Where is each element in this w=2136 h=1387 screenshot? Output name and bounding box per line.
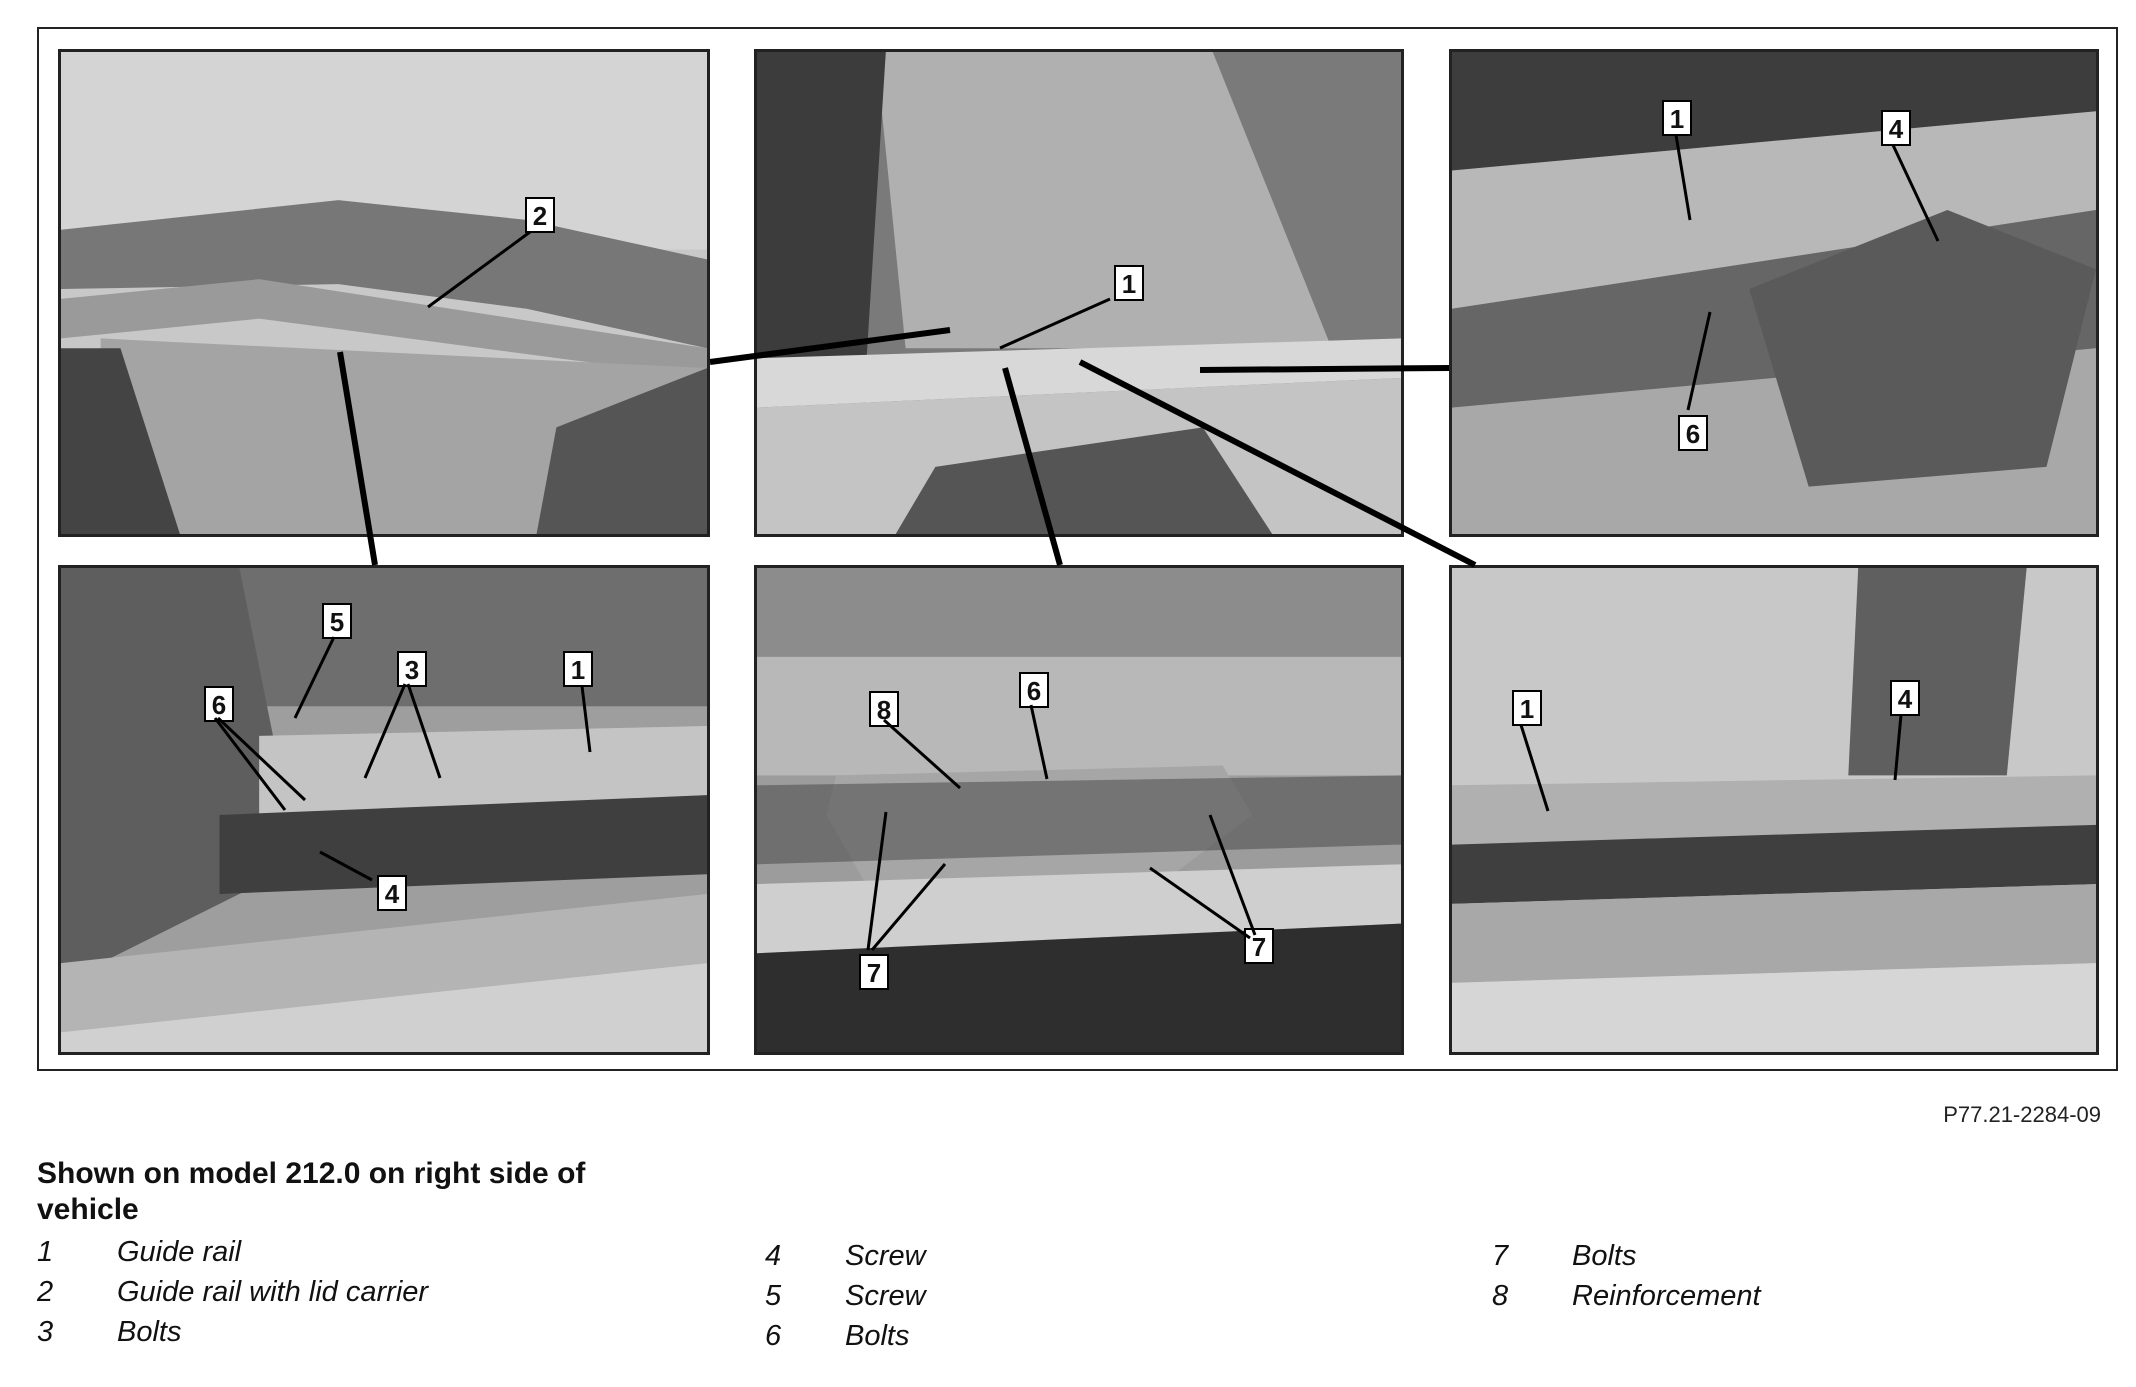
figure-code: P77.21-2284-09	[1943, 1102, 2101, 1127]
photo-panel-bottom-center	[754, 565, 1404, 1055]
legend-item	[765, 1316, 926, 1356]
callout-label: 1	[1114, 265, 1144, 301]
legend-column-2	[765, 1236, 926, 1356]
callout-label: 8	[869, 691, 899, 727]
legend-label: Screw	[845, 1280, 926, 1312]
legend-item	[765, 1276, 926, 1316]
callout-label: 6	[1678, 415, 1708, 451]
callout-label: 4	[377, 875, 407, 911]
legend-label: Bolts	[1572, 1240, 1637, 1272]
legend-item	[37, 1312, 428, 1352]
caption-title: Shown on model 212.0 on right side of vehicle	[37, 1157, 586, 1226]
legend-number: 3	[37, 1316, 54, 1348]
callout-label: 1	[1662, 100, 1692, 136]
callout-label: 1	[1512, 690, 1542, 726]
legend-item	[1492, 1276, 1761, 1316]
legend-column-1	[37, 1232, 428, 1352]
legend-label: Reinforcement	[1572, 1280, 1761, 1312]
callout-label: 2	[525, 197, 555, 233]
callout-label: 6	[1019, 672, 1049, 708]
legend-item	[765, 1236, 926, 1276]
legend-item	[37, 1272, 428, 1312]
callout-label: 6	[204, 686, 234, 722]
legend-label: Guide rail	[117, 1236, 242, 1268]
photo-panel-top-right	[1449, 49, 2099, 537]
photo-panel-top-left	[58, 49, 710, 537]
legend-label: Bolts	[117, 1316, 182, 1348]
legend-label: Bolts	[845, 1320, 910, 1352]
legend-number: 4	[765, 1240, 782, 1272]
legend-number: 7	[1492, 1240, 1509, 1272]
legend-column-3	[1492, 1236, 1761, 1316]
photo-panel-bottom-left	[58, 565, 710, 1055]
callout-label: 3	[397, 651, 427, 687]
legend-number: 8	[1492, 1280, 1509, 1312]
legend-number: 5	[765, 1280, 782, 1312]
legend-label: Guide rail with lid carrier	[117, 1276, 429, 1308]
callout-label: 5	[322, 603, 352, 639]
photo-panel-top-center	[754, 49, 1404, 537]
legend-item	[1492, 1236, 1761, 1276]
callout-label: 4	[1881, 110, 1911, 146]
callout-label: 1	[563, 651, 593, 687]
callout-label: 7	[859, 954, 889, 990]
callout-label: 7	[1244, 928, 1274, 964]
legend-number: 6	[765, 1320, 782, 1352]
legend-item	[37, 1232, 428, 1272]
legend-number: 1	[37, 1236, 54, 1268]
callout-label: 4	[1890, 680, 1920, 716]
legend-number: 2	[37, 1276, 54, 1308]
photo-panel-bottom-right	[1449, 565, 2099, 1055]
legend-label: Screw	[845, 1240, 926, 1272]
